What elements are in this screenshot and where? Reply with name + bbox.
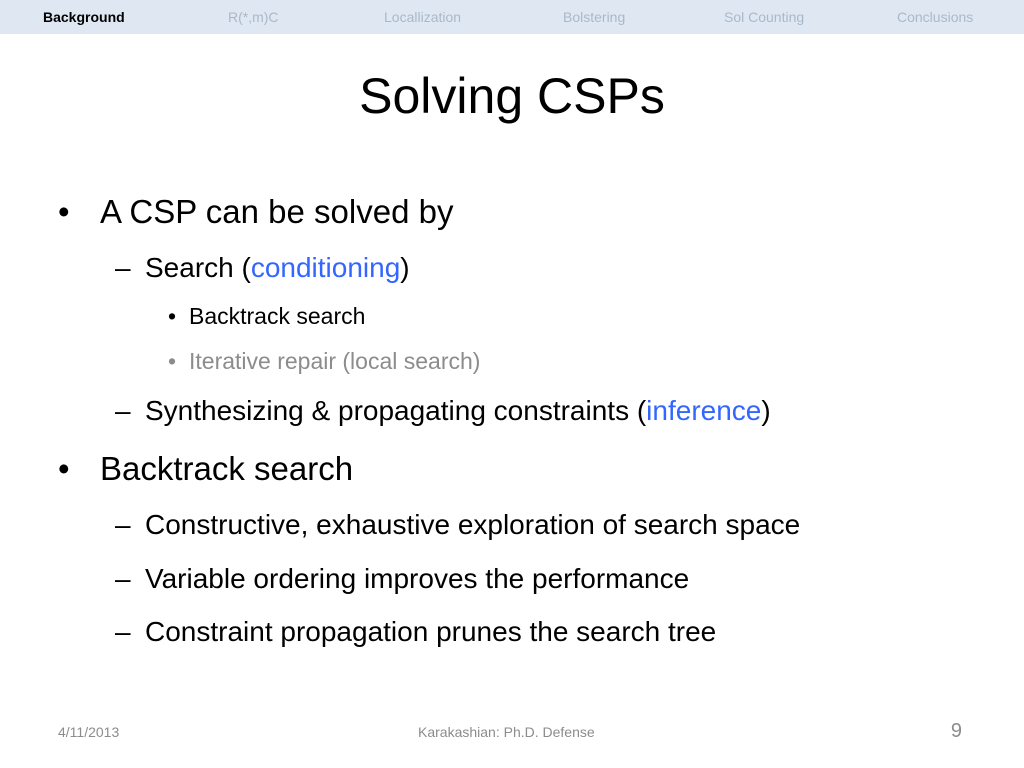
nav-item-bolstering[interactable]: Bolstering xyxy=(563,9,626,25)
section-navbar xyxy=(0,0,1024,34)
bullet-text: A CSP can be solved by xyxy=(100,193,454,230)
sub-bullet-constraint-propagation xyxy=(115,615,716,649)
sub-bullet-constructive xyxy=(115,508,800,542)
bullet-text: Backtrack search xyxy=(100,450,354,487)
nav-item-sol-counting[interactable]: Sol Counting xyxy=(724,9,805,25)
slide-number: 9 xyxy=(950,720,962,742)
bullet-text: Iterative repair (local search) xyxy=(189,348,481,374)
dash-icon: – xyxy=(115,563,131,594)
nav-item-localization[interactable]: Locallization xyxy=(384,9,462,25)
bullet-text: Search ( xyxy=(145,252,251,283)
bullet-csp-solved-by xyxy=(58,192,453,232)
sub-bullet-search xyxy=(115,251,410,285)
bullet-text-close: ) xyxy=(761,395,771,426)
nav-item-conclusions[interactable]: Conclusions xyxy=(897,9,974,25)
bullet-text: Constraint propagation prunes the search tree xyxy=(145,616,717,647)
bullet-dot-icon: • xyxy=(168,303,177,329)
dash-icon: – xyxy=(115,252,131,283)
bullet-text: Backtrack search xyxy=(189,303,366,329)
footer-presentation-title: Karakashian: Ph.D. Defense xyxy=(418,724,595,740)
slide-title: Solving CSPs xyxy=(359,68,665,124)
bullet-text-close: ) xyxy=(400,252,410,283)
sub-sub-bullet-backtrack xyxy=(168,302,365,330)
dash-icon: – xyxy=(115,616,131,647)
dash-icon: – xyxy=(115,509,131,540)
dash-icon: – xyxy=(115,395,131,426)
bullet-dot-icon: • xyxy=(58,193,70,230)
bullet-dot-icon: • xyxy=(58,450,70,487)
sub-bullet-variable-ordering xyxy=(115,562,689,596)
sub-sub-bullet-iterative-repair xyxy=(168,347,480,375)
bullet-backtrack-search xyxy=(58,449,353,489)
bullet-dot-icon: • xyxy=(168,348,177,374)
nav-item-background[interactable]: Background xyxy=(43,9,125,25)
highlight-inference: inference xyxy=(646,395,762,426)
bullet-text: Constructive, exhaustive exploration of search space xyxy=(145,509,801,540)
footer-date: 4/11/2013 xyxy=(58,724,120,740)
sub-bullet-synthesizing xyxy=(115,394,771,428)
bullet-text: Synthesizing & propagating constraints ( xyxy=(145,395,647,426)
highlight-conditioning: conditioning xyxy=(250,252,401,283)
nav-item-rmc[interactable]: R(*,m)C xyxy=(228,9,279,25)
bullet-text: Variable ordering improves the performance xyxy=(145,563,690,594)
